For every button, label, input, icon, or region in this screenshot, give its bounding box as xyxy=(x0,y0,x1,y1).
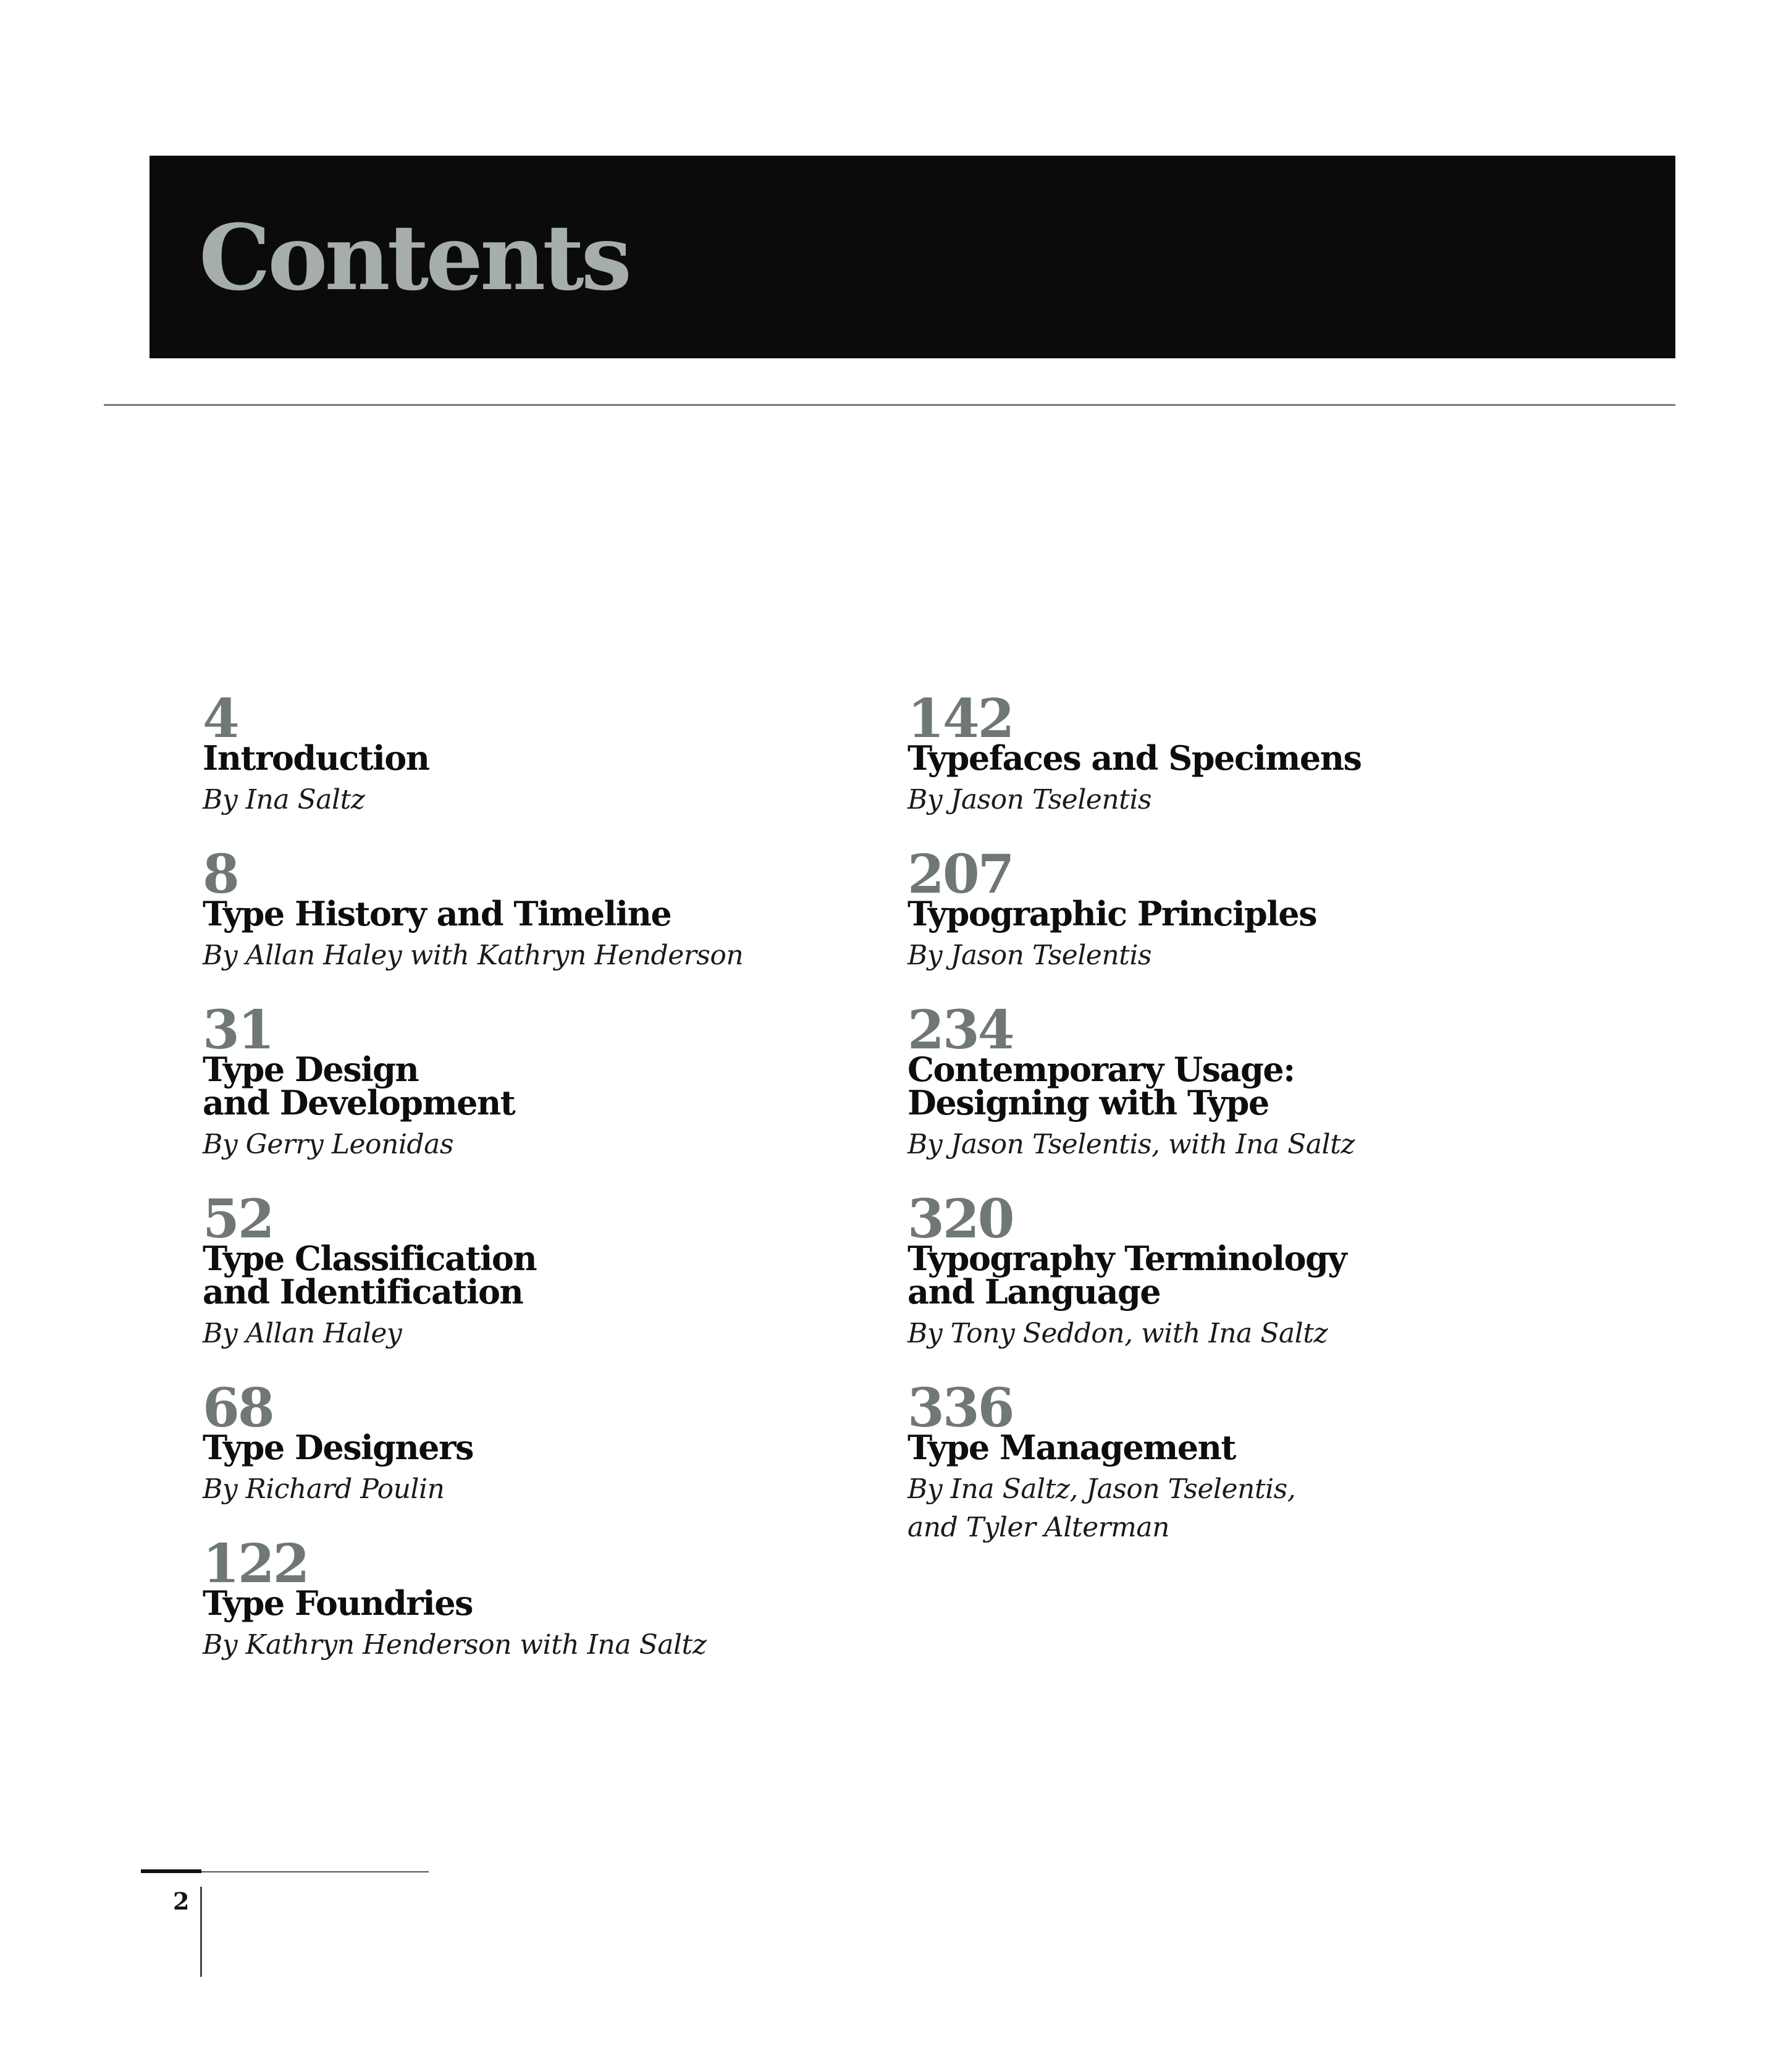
page-number: 320 xyxy=(907,1188,1013,1250)
toc-entry-type-designers[interactable] xyxy=(203,1377,895,1509)
toc-entry-type-design[interactable] xyxy=(203,999,895,1164)
entry-title: Typography Terminology and Language xyxy=(907,1239,1347,1312)
entry-author: By Allan Haley with Kathryn Henderson xyxy=(203,940,744,971)
entry-author: By Allan Haley xyxy=(203,1318,402,1349)
toc-entry-type-management[interactable] xyxy=(907,1377,1599,1547)
entry-title: Introduction xyxy=(203,738,429,778)
header-divider xyxy=(104,404,1675,406)
page-number: 4 xyxy=(203,688,238,750)
toc-entry-typography-terminology[interactable] xyxy=(907,1188,1599,1353)
entry-title: Type Foundries xyxy=(203,1583,473,1623)
entry-author: By Jason Tselentis, with Ina Saltz xyxy=(907,1129,1355,1160)
toc-entry-type-foundries[interactable] xyxy=(203,1533,895,1664)
folio-page-number: 2 xyxy=(173,1887,190,1915)
toc-entry-type-classification[interactable] xyxy=(203,1188,895,1353)
toc-entry-typographic-principles[interactable] xyxy=(907,843,1599,975)
page-number: 31 xyxy=(203,999,273,1061)
toc-entry-typefaces-specimens[interactable] xyxy=(907,688,1599,819)
entry-title: Typographic Principles xyxy=(907,894,1317,933)
page-number: 122 xyxy=(203,1533,308,1595)
entry-author: By Tony Seddon, with Ina Saltz xyxy=(907,1318,1328,1349)
toc-entry-introduction[interactable] xyxy=(203,688,895,819)
entry-title: Type Designers xyxy=(203,1428,473,1467)
entry-title: Type Management xyxy=(907,1428,1236,1467)
toc-entry-type-history[interactable] xyxy=(203,843,895,975)
entry-author: By Ina Saltz xyxy=(203,784,365,815)
footer-rule-thin xyxy=(201,1871,429,1872)
page-title: Contents xyxy=(199,205,629,311)
toc-entry-contemporary-usage[interactable] xyxy=(907,999,1599,1164)
page-number: 52 xyxy=(203,1188,273,1250)
entry-author: By Jason Tselentis xyxy=(907,784,1152,815)
entry-author: By Kathryn Henderson with Ina Saltz xyxy=(203,1629,707,1661)
footer-rule-thick xyxy=(141,1869,201,1873)
entry-title: Contemporary Usage: Designing with Type xyxy=(907,1050,1295,1122)
entry-title: Type Design and Development xyxy=(203,1050,515,1122)
toc-column-left xyxy=(203,688,895,1664)
entry-author: By Ina Saltz, Jason Tselentis, and Tyler Alterman xyxy=(907,1473,1296,1543)
entry-title: Type History and Timeline xyxy=(203,894,672,933)
page-number: 207 xyxy=(907,843,1013,906)
footer-vertical-rule xyxy=(200,1887,202,1977)
entry-title: Type Classification and Identification xyxy=(203,1239,537,1312)
entry-author: By Richard Poulin xyxy=(203,1473,445,1505)
entry-author: By Jason Tselentis xyxy=(907,940,1152,971)
page-number: 68 xyxy=(203,1377,273,1439)
entry-author: By Gerry Leonidas xyxy=(203,1129,453,1160)
entry-title: Typefaces and Specimens xyxy=(907,738,1362,778)
header-bar xyxy=(149,156,1675,358)
page-number: 234 xyxy=(907,999,1013,1061)
page-number: 8 xyxy=(203,843,238,906)
page-number: 336 xyxy=(907,1377,1013,1439)
page-number: 142 xyxy=(907,688,1013,750)
toc-column-right xyxy=(907,688,1599,1547)
